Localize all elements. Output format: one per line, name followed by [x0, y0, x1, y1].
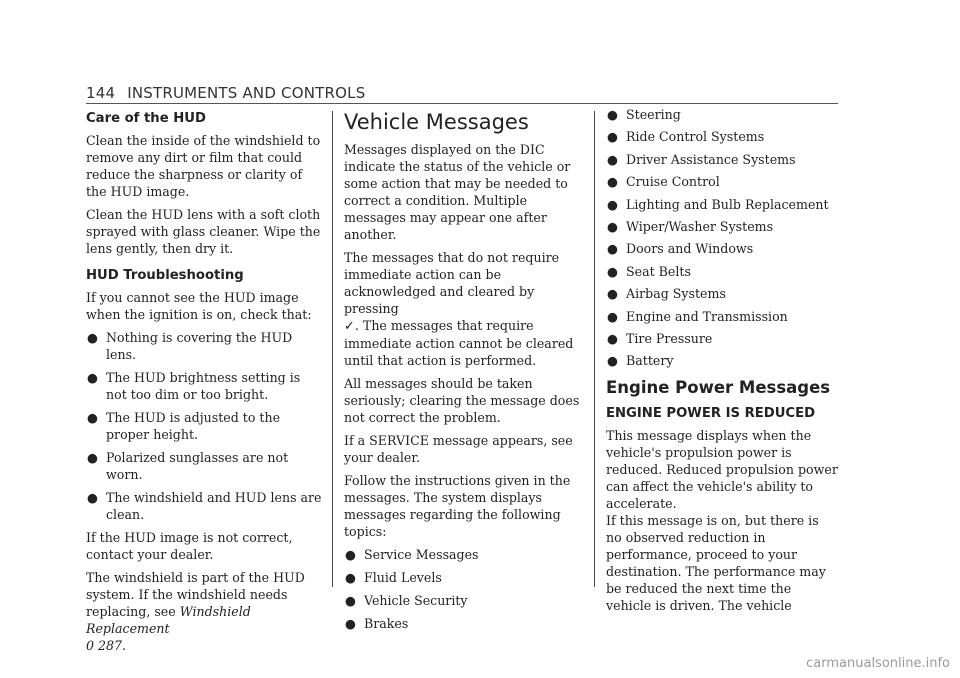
care-heading: Care of the HUD [86, 111, 206, 126]
bullet-icon: ● [345, 547, 356, 562]
column-right [606, 106, 838, 620]
bullet-icon: ● [607, 218, 618, 234]
list-item: ● Service Messages [345, 547, 479, 562]
page-number: 144 [86, 84, 116, 102]
engine-power-subheading: ENGINE POWER IS REDUCED [606, 406, 816, 422]
list-item: ● Polarized sunglasses are not worn. [87, 450, 289, 482]
bullet-icon: ● [607, 107, 618, 122]
bullet-icon: ● [607, 330, 618, 346]
bullet-icon: ● [607, 151, 618, 167]
list-item: ● Doors and Windows [607, 241, 754, 257]
list-item: ● Cruise Control [607, 174, 720, 190]
column-divider [594, 111, 595, 587]
paragraph: The windshield is part of the HUD system. If the windshield needs replacing, see Windshield Replacement 0 287. [86, 570, 305, 653]
list-item: ● Brakes [345, 616, 409, 631]
column-middle [344, 106, 584, 638]
paragraph: If the HUD image is not correct, contact your dealer. [86, 530, 293, 562]
checkmark-icon: ✓ [344, 319, 355, 334]
list-item: ● The windshield and HUD lens are clean. [87, 490, 322, 522]
bullet-icon: ● [87, 410, 98, 425]
watermark: carmanualsonline.info [806, 656, 950, 671]
list-item: ● Tire Pressure [607, 330, 713, 346]
bullet-icon: ● [607, 174, 618, 190]
list-item: ● Engine and Transmission [607, 308, 788, 324]
paragraph: This message displays when the vehicle's propulsion power is reduced. Reduced propulsion power can affect the vehicle's ability to accelerate. [606, 428, 838, 512]
paragraph: If this message is on, but there is no observed reduction in performance, proceed to your destination. The performance may be reduced the next time the vehicle is driven. The vehicle [606, 513, 826, 614]
bullet-icon: ● [607, 196, 618, 212]
header-rule [86, 103, 838, 104]
bullet-icon: ● [607, 286, 618, 302]
list-item: ● Wiper/Washer Systems [607, 218, 774, 234]
topic-list [344, 546, 584, 632]
list-item: ● Ride Control Systems [607, 129, 765, 145]
list-item: ● Airbag Systems [607, 286, 726, 302]
bullet-icon: ● [345, 570, 356, 585]
bullet-icon: ● [87, 490, 98, 505]
paragraph: Messages displayed on the DIC indicate the status of the vehicle or some action that may be needed to correct a condition. Multiple messages may appear one after another. [344, 142, 571, 242]
list-item: ● The HUD is adjusted to the proper height. [87, 410, 281, 442]
paragraph: Clean the HUD lens with a soft cloth sprayed with glass cleaner. Wipe the lens gently, then dry it. [86, 207, 321, 256]
column-divider [332, 111, 333, 587]
paragraph: All messages should be taken seriously; clearing the message does not correct the problem. [344, 376, 580, 425]
list-item: ● Seat Belts [607, 263, 691, 279]
topic-list-continued [606, 106, 838, 369]
bullet-icon: ● [607, 129, 618, 145]
list-item: ● Lighting and Bulb Replacement [607, 196, 829, 212]
list-item: ● Vehicle Security [345, 593, 468, 608]
list-item: ● Battery [607, 353, 674, 369]
list-item: ● Nothing is covering the HUD lens. [87, 330, 293, 362]
bullet-icon: ● [345, 593, 356, 608]
bullet-icon: ● [345, 616, 356, 631]
paragraph: The messages that do not require immediate action can be acknowledged and cleared by pressing ✓. The messages that require immediate action cannot be cleared until that action is performed. [344, 250, 574, 368]
list-item: ● Steering [607, 107, 681, 122]
paragraph: Follow the instructions given in the messages. The system displays messages regarding the following topics: [344, 473, 571, 539]
bullet-icon: ● [87, 370, 98, 385]
page-header [86, 84, 838, 104]
windshield-replacement-link[interactable]: Windshield Replacement [86, 604, 251, 636]
column-left [86, 106, 322, 660]
bullet-icon: ● [607, 241, 618, 257]
bullet-icon: ● [607, 353, 618, 369]
bullet-icon: ● [607, 308, 618, 324]
list-item: ● The HUD brightness setting is not too dim or too bright. [87, 370, 301, 402]
paragraph: If you cannot see the HUD image when the ignition is on, check that: [86, 290, 312, 322]
list-item: ● Fluid Levels [345, 570, 442, 585]
bullet-icon: ● [607, 263, 618, 279]
engine-power-heading: Engine Power Messages [606, 378, 831, 398]
bullet-icon: ● [87, 330, 98, 345]
check-list [86, 329, 322, 523]
vehicle-messages-heading: Vehicle Messages [344, 110, 529, 134]
troubleshooting-heading: HUD Troubleshooting [86, 268, 244, 283]
bullet-icon: ● [87, 450, 98, 465]
list-item: ● Driver Assistance Systems [607, 151, 796, 167]
paragraph: Clean the inside of the windshield to remove any dirt or film that could reduce the sharpness or clarity of the HUD image. [86, 133, 321, 199]
page-reference-link[interactable]: 0 287. [86, 638, 127, 653]
section-title: INSTRUMENTS AND CONTROLS [127, 84, 366, 102]
paragraph: If a SERVICE message appears, see your dealer. [344, 433, 573, 465]
